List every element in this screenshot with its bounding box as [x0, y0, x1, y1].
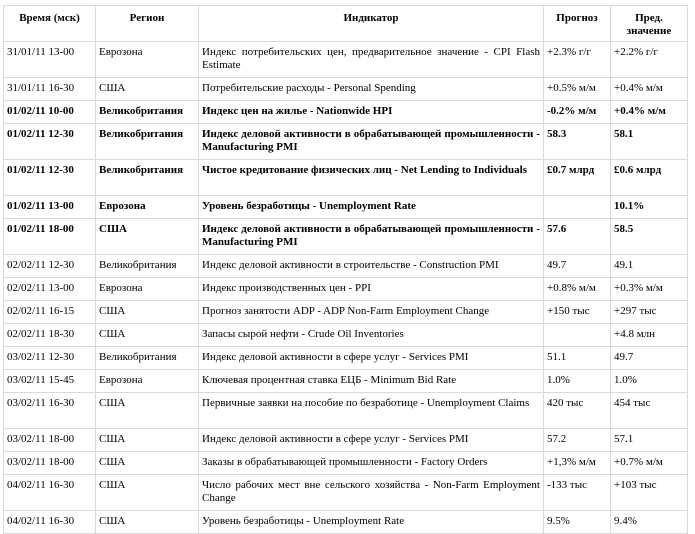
- cell-previous: 454 тыс: [611, 393, 688, 429]
- cell-forecast: -0.2% м/м: [544, 101, 611, 124]
- cell-previous: 58.1: [611, 124, 688, 160]
- table-row: [4, 160, 688, 196]
- cell-forecast: 51.1: [544, 347, 611, 370]
- table-row: [4, 393, 688, 429]
- header-region: Регион: [96, 6, 199, 42]
- cell-forecast: +1,3% м/м: [544, 452, 611, 475]
- table-row: [4, 324, 688, 347]
- cell-time: 03/02/11 12-30: [4, 347, 96, 370]
- cell-region: США: [96, 511, 199, 534]
- cell-time: 04/02/11 16-30: [4, 475, 96, 511]
- cell-time: 01/02/11 10-00: [4, 101, 96, 124]
- cell-region: Великобритания: [96, 101, 199, 124]
- cell-previous: £0.6 млрд: [611, 160, 688, 196]
- cell-forecast: [544, 196, 611, 219]
- cell-previous: 10.1%: [611, 196, 688, 219]
- cell-previous: +0.4% м/м: [611, 101, 688, 124]
- cell-region: США: [96, 324, 199, 347]
- economic-calendar-table: [3, 5, 688, 534]
- cell-indicator: Индекс деловой активности в обрабатывающей промышленности - Manufacturing PMI: [199, 219, 544, 255]
- cell-region: США: [96, 219, 199, 255]
- cell-time: 01/02/11 12-30: [4, 124, 96, 160]
- cell-previous: 49.7: [611, 347, 688, 370]
- cell-indicator: Индекс цен на жилье - Nationwide HPI: [199, 101, 544, 124]
- cell-time: 01/02/11 18-00: [4, 219, 96, 255]
- cell-time: 03/02/11 16-30: [4, 393, 96, 429]
- cell-indicator: Число рабочих мест вне сельского хозяйства - Non-Farm Employment Change: [199, 475, 544, 511]
- cell-region: США: [96, 301, 199, 324]
- cell-previous: +2.2% г/г: [611, 42, 688, 78]
- cell-region: США: [96, 475, 199, 511]
- cell-forecast: 58.3: [544, 124, 611, 160]
- table-row: [4, 429, 688, 452]
- cell-previous: +4.8 млн: [611, 324, 688, 347]
- cell-time: 03/02/11 15-45: [4, 370, 96, 393]
- cell-forecast: +150 тыс: [544, 301, 611, 324]
- table-row: [4, 452, 688, 475]
- cell-time: 02/02/11 18-30: [4, 324, 96, 347]
- cell-time: 01/02/11 13-00: [4, 196, 96, 219]
- cell-forecast: -133 тыс: [544, 475, 611, 511]
- table-body: [4, 42, 688, 534]
- cell-time: 02/02/11 12-30: [4, 255, 96, 278]
- table-row: [4, 255, 688, 278]
- cell-previous: +297 тыс: [611, 301, 688, 324]
- cell-region: США: [96, 452, 199, 475]
- header-time: Время (мск): [4, 6, 96, 42]
- table-row: [4, 511, 688, 534]
- cell-forecast: +2.3% г/г: [544, 42, 611, 78]
- cell-indicator: Индекс производственных цен - PPI: [199, 278, 544, 301]
- header-indicator: Индикатор: [199, 6, 544, 42]
- cell-indicator: Потребительские расходы - Personal Spending: [199, 78, 544, 101]
- cell-region: Великобритания: [96, 124, 199, 160]
- cell-indicator: Индекс потребительских цен, предварительное значение - CPI Flash Estimate: [199, 42, 544, 78]
- cell-time: 03/02/11 18-00: [4, 452, 96, 475]
- cell-region: Великобритания: [96, 347, 199, 370]
- cell-indicator: Прогноз занятости ADP - ADP Non-Farm Employment Change: [199, 301, 544, 324]
- cell-indicator: Чистое кредитование физических лиц - Net Lending to Individuals: [199, 160, 544, 196]
- table-row: [4, 347, 688, 370]
- cell-indicator: Индекс деловой активности в сфере услуг - Services PMI: [199, 429, 544, 452]
- cell-previous: +103 тыс: [611, 475, 688, 511]
- table-row: [4, 475, 688, 511]
- cell-indicator: Индекс деловой активности в строительстве - Construction PMI: [199, 255, 544, 278]
- table-row: [4, 42, 688, 78]
- cell-region: Еврозона: [96, 196, 199, 219]
- cell-previous: 49.1: [611, 255, 688, 278]
- cell-previous: 57.1: [611, 429, 688, 452]
- table-row: [4, 124, 688, 160]
- cell-time: 31/01/11 13-00: [4, 42, 96, 78]
- cell-forecast: +0.5% м/м: [544, 78, 611, 101]
- calendar-table-wrapper: [3, 5, 688, 534]
- cell-time: 02/02/11 13-00: [4, 278, 96, 301]
- cell-forecast: [544, 324, 611, 347]
- cell-time: 31/01/11 16-30: [4, 78, 96, 101]
- table-row: [4, 301, 688, 324]
- cell-forecast: 57.2: [544, 429, 611, 452]
- cell-region: Великобритания: [96, 160, 199, 196]
- cell-forecast: £0.7 млрд: [544, 160, 611, 196]
- table-row: [4, 370, 688, 393]
- cell-forecast: 9.5%: [544, 511, 611, 534]
- cell-indicator: Запасы сырой нефти - Crude Oil Inventories: [199, 324, 544, 347]
- cell-previous: +0.3% м/м: [611, 278, 688, 301]
- cell-time: 01/02/11 12-30: [4, 160, 96, 196]
- cell-region: Великобритания: [96, 255, 199, 278]
- cell-forecast: +0.8% м/м: [544, 278, 611, 301]
- cell-previous: 1.0%: [611, 370, 688, 393]
- cell-region: Еврозона: [96, 42, 199, 78]
- cell-forecast: 1.0%: [544, 370, 611, 393]
- cell-indicator: Заказы в обрабатывающей промышленности - Factory Orders: [199, 452, 544, 475]
- table-row: [4, 278, 688, 301]
- cell-region: Еврозона: [96, 370, 199, 393]
- cell-previous: +0.4% м/м: [611, 78, 688, 101]
- cell-previous: 9.4%: [611, 511, 688, 534]
- cell-time: 03/02/11 18-00: [4, 429, 96, 452]
- cell-forecast: 420 тыс: [544, 393, 611, 429]
- cell-region: Еврозона: [96, 278, 199, 301]
- table-row: [4, 219, 688, 255]
- cell-indicator: Индекс деловой активности в сфере услуг - Services PMI: [199, 347, 544, 370]
- cell-time: 02/02/11 16-15: [4, 301, 96, 324]
- cell-indicator: Уровень безработицы - Unemployment Rate: [199, 196, 544, 219]
- table-row: [4, 78, 688, 101]
- cell-time: 04/02/11 16-30: [4, 511, 96, 534]
- cell-forecast: 57.6: [544, 219, 611, 255]
- table-row: [4, 196, 688, 219]
- header-previous: Пред. значение: [611, 6, 688, 42]
- cell-indicator: Уровень безработицы - Unemployment Rate: [199, 511, 544, 534]
- cell-indicator: Первичные заявки на пособие по безработице - Unemployment Claims: [199, 393, 544, 429]
- cell-indicator: Ключевая процентная ставка ЕЦБ - Minimum Bid Rate: [199, 370, 544, 393]
- cell-region: США: [96, 429, 199, 452]
- cell-indicator: Индекс деловой активности в обрабатывающей промышленности - Manufacturing PMI: [199, 124, 544, 160]
- table-row: [4, 101, 688, 124]
- cell-region: США: [96, 78, 199, 101]
- cell-previous: 58.5: [611, 219, 688, 255]
- header-forecast: Прогноз: [544, 6, 611, 42]
- cell-forecast: 49.7: [544, 255, 611, 278]
- table-header-row: [4, 6, 688, 42]
- cell-previous: +0.7% м/м: [611, 452, 688, 475]
- cell-region: США: [96, 393, 199, 429]
